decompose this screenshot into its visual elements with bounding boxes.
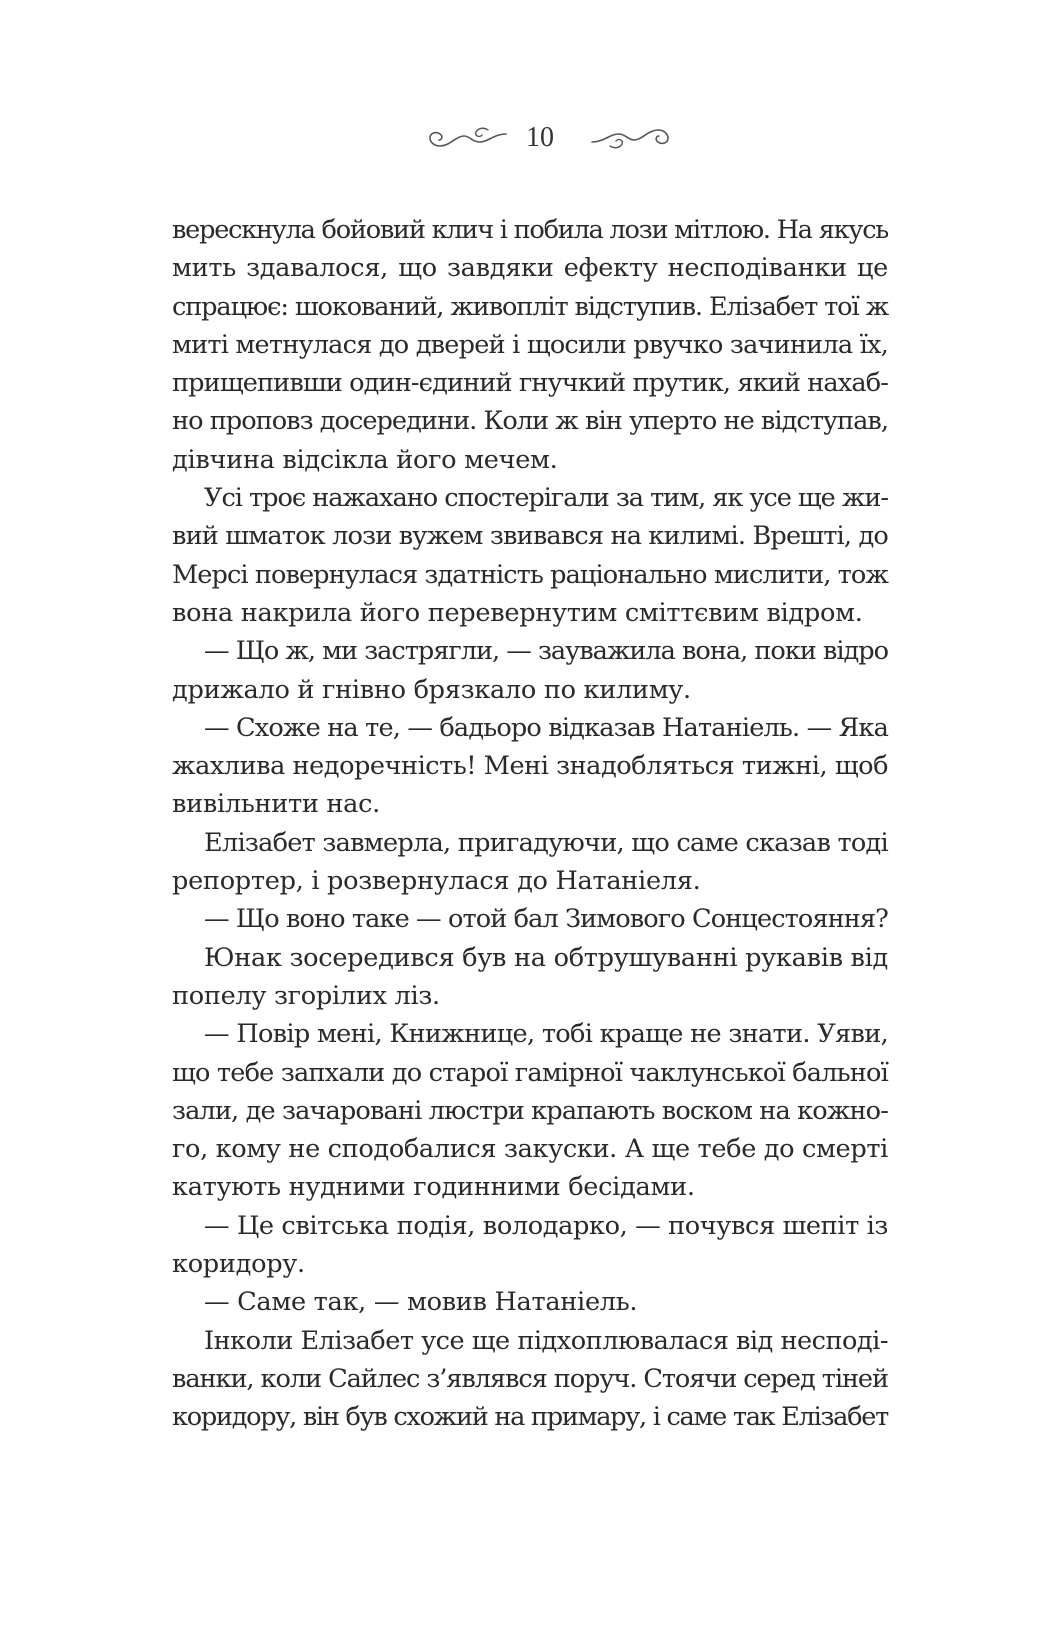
- page-number: 10: [526, 122, 554, 153]
- text-line: Елізабет завмерла, пригадуючи, що саме сказав тоді: [204, 827, 888, 858]
- text-line: — Саме так, — мовив Натаніель.: [204, 1287, 638, 1318]
- text-line: вивільнити нас.: [172, 789, 381, 820]
- text-line: Юнак зосередився був на обтрушуванні рукавів від: [204, 942, 888, 973]
- text-line: верескнула бойовий клич і побила лози мітлою. На якусь: [172, 215, 888, 245]
- text-line: — Це світська подія, володарко, — почувся шепіт із: [204, 1210, 888, 1241]
- text-line: миті метнулася до дверей і щосили рвучко зачинила їх,: [172, 329, 888, 360]
- text-line: мить здавалося, що завдяки ефекту несподіванки це: [172, 253, 888, 284]
- text-line: вий шматок лози вужем звивався на килимі. Врешті, до: [172, 521, 888, 552]
- text-line: дрижало й гнівно брязкало по килиму.: [172, 674, 691, 705]
- flourish-ornament-right-icon: [590, 124, 670, 152]
- text-line: попелу згорілих ліз.: [172, 980, 440, 1011]
- text-line: — Схоже на те, — бадьоро відказав Натаніель. — Яка: [204, 712, 888, 743]
- text-line: прищепивши один-єдиний гнучкий прутик, який нахаб-: [172, 368, 888, 399]
- text-line: Усі троє нажахано спостерігали за тим, як усе ще жи-: [204, 483, 888, 514]
- text-line: Мерсі повернулася здатність раціонально мислити, тож: [172, 559, 888, 590]
- text-line: — Повір мені, Книжнице, тобі краще не знати. Уяви,: [204, 1019, 888, 1050]
- text-line: го, кому не сподобалися закуски. А ще тебе до смерті: [172, 1134, 888, 1165]
- text-line: коридору.: [172, 1249, 305, 1280]
- text-line: — Що воно таке — отой бал Зимового Сонцестояння?: [204, 904, 888, 935]
- text-line: но проповз досередини. Коли ж він уперто не відступав,: [172, 406, 888, 437]
- text-line: спрацює: шокований, живопліт відступив. Елізабет тої ж: [172, 291, 888, 322]
- text-line: вона накрила його перевернутим сміттєвим відром.: [172, 597, 863, 628]
- text-line: ванки, коли Сайлес з’являвся поруч. Стоячи серед тіней: [172, 1363, 888, 1394]
- text-line: — Що ж, ми застрягли, — зауважила вона, поки відро: [204, 636, 888, 667]
- text-line: жахлива недоречність! Мені знадобляться тижні, щоб: [172, 751, 888, 782]
- text-line: зали, де зачаровані люстри крапають воском на кожно-: [172, 1095, 888, 1126]
- page-header: [0, 118, 1040, 168]
- text-line: коридору, він був схожий на примару, і саме так Елізабет: [172, 1402, 888, 1433]
- body-text: [172, 211, 888, 1437]
- text-line: дівчина відсікла його мечем.: [172, 444, 558, 475]
- text-line: Інколи Елізабет усе ще підхоплювалася від несподі-: [204, 1325, 888, 1356]
- text-line: що тебе запхали до старої гамірної чаклунської бальної: [172, 1057, 888, 1088]
- text-line: катують нудними годинними бесідами.: [172, 1172, 695, 1203]
- text-line: репортер, і розвернулася до Натаніеля.: [172, 866, 701, 897]
